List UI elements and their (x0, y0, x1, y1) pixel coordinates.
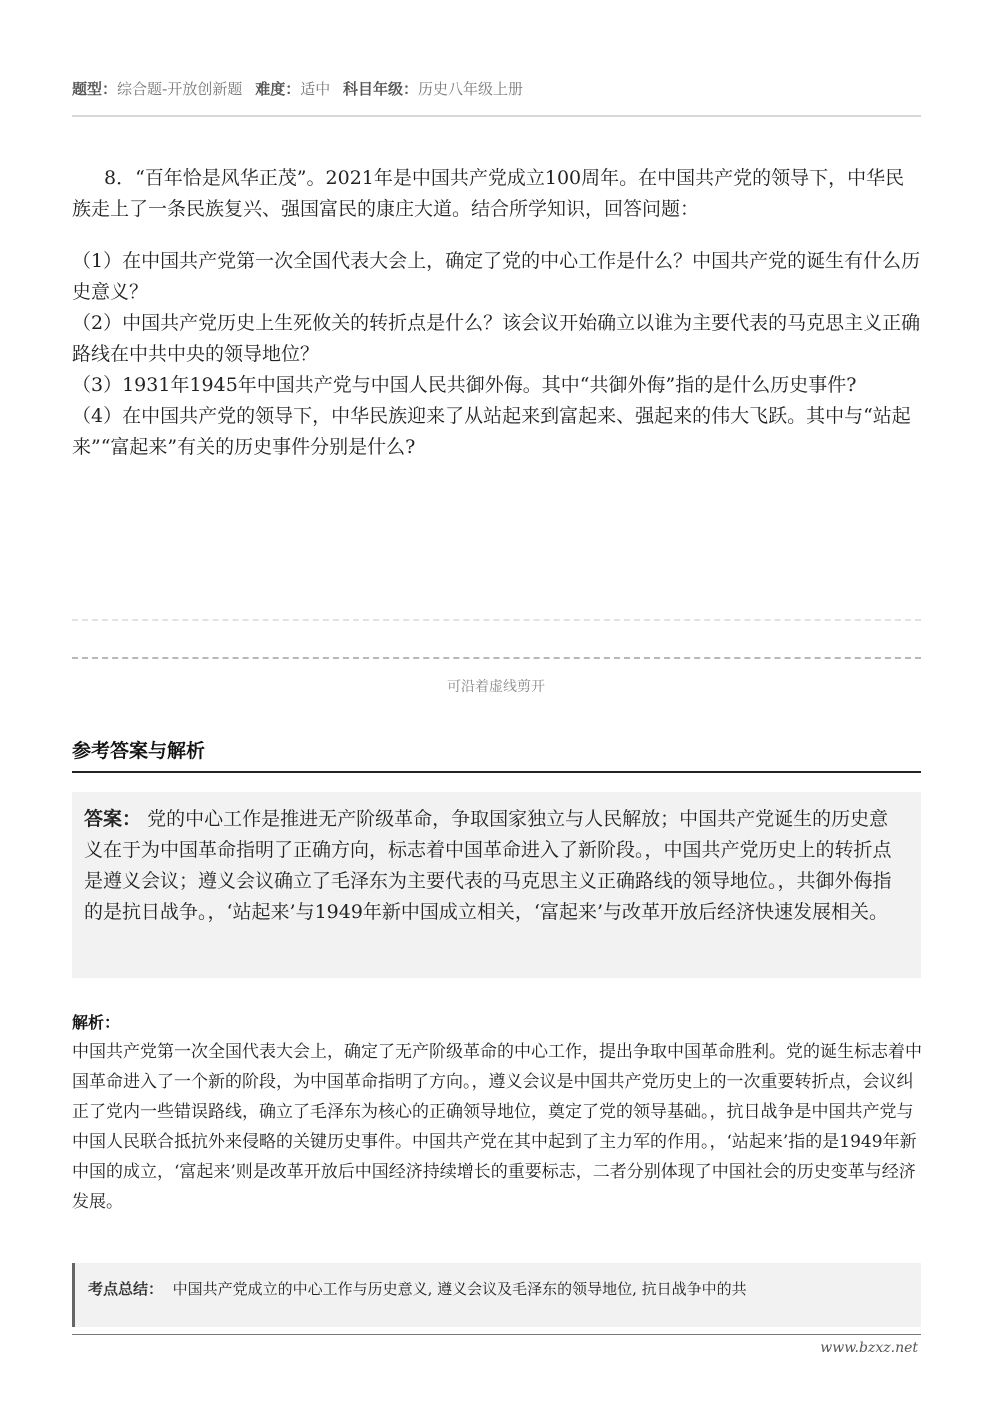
analysis-text: 中国共产党第一次全国代表大会上，确定了无产阶级革命的中心工作，提出争取中国革命胜利。党的诞生标志着中国革命进入了一个新的阶段，为中国革命指明了方向。，遵义会议是中国共产党历史上的一次重要转折点，会议纠正了党内一些错误路线，确立了毛泽东为核心的正确领导地位，奠定了党的领导基础。，抗日战争是中国共产党与中国人民联合抵抗外来侵略的关键历史事件。中国共产党在其中起到了主力军的作用。，‘站起来’指的是1949年新中国的成立，‘富起来’则是改革开放后中国经济持续增长的重要标志，二者分别体现了中国社会的历史变革与经济发展。 (72, 1042, 922, 1212)
difficulty-value: 适中 (300, 80, 331, 98)
subject-value: 历史八年级上册 (418, 80, 524, 98)
question-stem (72, 163, 922, 225)
summary-text: 中国共产党成立的中心工作与历史意义, 遵义会议及毛泽东的领导地位, 抗日战争中的共 (172, 1280, 747, 1298)
type-value: 综合题-开放创新题 (117, 80, 243, 98)
question-number: 8． (104, 167, 136, 189)
cut-hint: 可沿着虚线剪开 (447, 679, 545, 695)
difficulty-label: 难度： (255, 80, 301, 98)
question-stem-text: “百年恰是风华正茂”。2021年是中国共产党成立100周年。在中国共产党的领导下，中华民族走上了一条民族复兴、强国富民的康庄大道。结合所学知识，回答问题： (72, 167, 905, 220)
type-label: 题型： (72, 80, 118, 98)
analysis-label: 解析： (72, 1013, 121, 1032)
subquestion-1: （1）在中国共产党第一次全国代表大会上，确定了党的中心工作是什么？中国共产党的诞生有什么历史意义？ (72, 250, 921, 303)
subquestion-3: （3）1931年1945年中国共产党与中国人民共御外侮。其中“共御外侮”指的是什么历史事件? (72, 374, 857, 396)
subquestion-2: （2）中国共产党历史上生死攸关的转折点是什么？该会议开始确立以谁为主要代表的马克思主义正确路线在中共中央的领导地位？ (72, 312, 921, 365)
answer-text: 党的中心工作是推进无产阶级革命，争取国家独立与人民解放；中国共产党诞生的历史意义在于为中国革命指明了正确方向，标志着中国革命进入了新阶段。，中国共产党历史上的转折点是遵义会议；遵义会议确立了毛泽东为主要代表的马克思主义正确路线的领导地位。，共御外侮指的是抗日战争。，‘站起来’与1949年新中国成立相关，‘富起来’与改革开放后经济快速发展相关。 (84, 808, 892, 923)
answer-box (72, 792, 921, 978)
question-meta (72, 78, 523, 99)
cut-line (72, 657, 921, 659)
footer-divider (72, 1334, 921, 1335)
summary-label: 考点总结： (88, 1280, 164, 1298)
cut-line-light (72, 619, 921, 621)
footer-site: www.bzxz.net (820, 1340, 918, 1356)
question-block (72, 163, 922, 463)
subject-label: 科目年级： (343, 80, 419, 98)
answer-label: 答案： (84, 808, 142, 830)
summary-box (72, 1263, 921, 1327)
section-divider (72, 771, 921, 773)
answer-content (84, 804, 904, 928)
subquestion-4: （4）在中国共产党的领导下，中华民族迎来了从站起来到富起来、强起来的伟大飞跃。其中与“站起来”“富起来”有关的历史事件分别是什么? (72, 405, 911, 458)
summary-content (88, 1278, 747, 1299)
meta-divider (72, 115, 921, 117)
answer-section-title: 参考答案与解析 (72, 740, 206, 762)
